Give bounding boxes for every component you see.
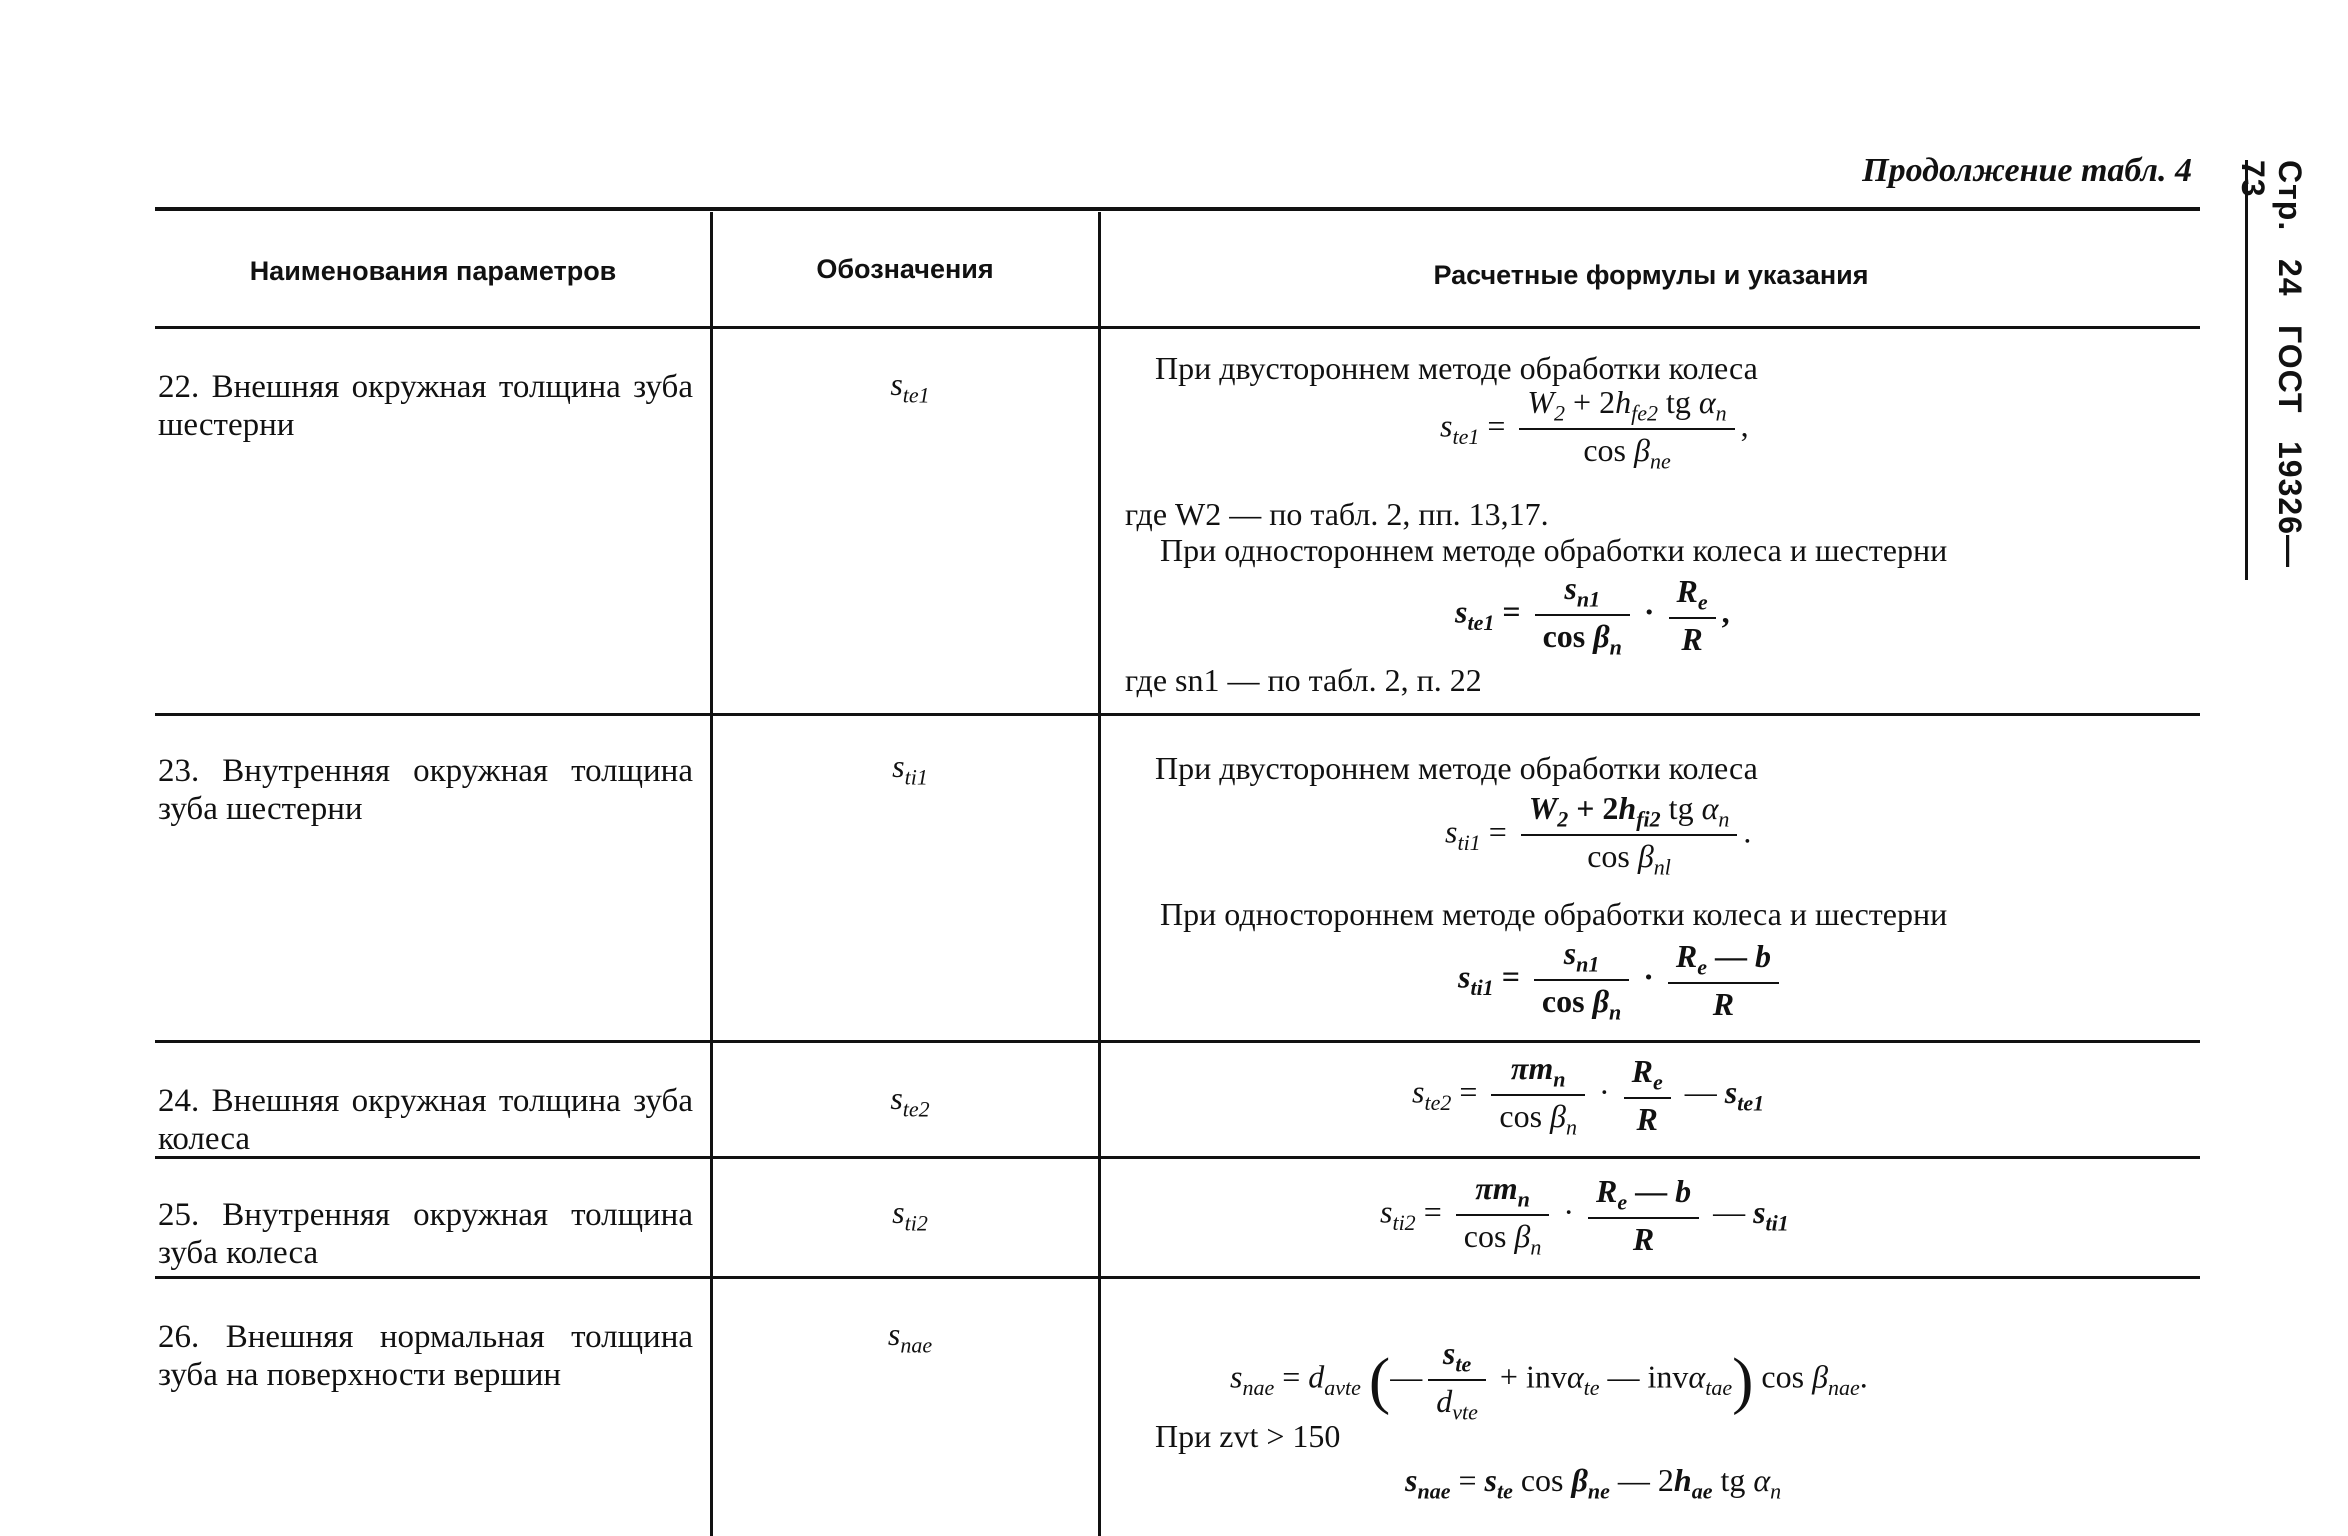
formula-25: $s_{ti2}$ = $\frac{\pi m_n}{\cos \beta_n}$ · $\frac{R_e — b}{R}$ — $s_{ti1}$	[1380, 1170, 1789, 1260]
formula-22-single: $s_{te1}$ = $\frac{s_{n1}}{\cos \beta_n}$ · $\frac{R_e}{R}$ ,	[1455, 570, 1730, 660]
symbol-22: $s_{te1}$	[890, 366, 930, 408]
formula-26-general: $s_{nae} = d_{avte}$ (— $\frac{s_{te}}{d_{vte}}$ + invα$_{te}$ — invα$_{tae}$) $\cos \beta_{nae}$.	[1230, 1335, 1868, 1425]
symbol-24: $s_{te2}$	[890, 1080, 930, 1122]
side-label-page-number: 24	[2272, 259, 2308, 297]
formula-26-large-z: $s_{nae} = s_{te}$ $\cos \beta_{ne}$ — $2h_{ae}$ tg $\alpha_n$	[1405, 1462, 1782, 1504]
param-name-24: 24. Внешняя окружная толщина зуба колеса	[158, 1083, 693, 1157]
table-continuation-label: Продолжение табл. 4	[1862, 152, 2192, 189]
page-side-label	[2235, 160, 2308, 590]
formula-22-double: $s_{te1}$ = $\frac{W_2 + 2h_{fe2} tg \alpha_n}{\cos \beta_{ne}}$ ,	[1440, 384, 1749, 474]
header-bottom-rule	[155, 326, 2200, 329]
formula-23-double: $s_{ti1}$ = $\frac{W_2 + 2h_{fi2} tg \alpha_n}{\cos \beta_{nl}}$ .	[1445, 790, 1752, 880]
row22-line-3: При одностороннем методе обработки колеса и шестерни	[1160, 532, 1948, 568]
param-name-26: 26. Внешняя нормальная толщина зуба на поверхности вершин	[158, 1319, 693, 1393]
row22-line-2: где W2 — по табл. 2, пп. 13,17.	[1125, 496, 1549, 532]
row26-line-1: При zvt > 150	[1155, 1418, 1341, 1454]
column-header-symbol: Обозначения	[816, 254, 994, 284]
side-rule	[2245, 160, 2248, 580]
row-22-bottom-rule	[155, 713, 2200, 716]
side-label-standard-number: 19326—73	[2235, 160, 2308, 568]
formula-24: $s_{te2}$ = $\frac{\pi m_n}{\cos \beta_n}$ · $\frac{R_e}{R}$ — $s_{te1}$	[1412, 1050, 1765, 1140]
symbol-25: $s_{ti2}$	[892, 1194, 928, 1236]
column-divider-1	[710, 212, 713, 1536]
column-header-formula: Расчетные формулы и указания	[1433, 260, 1869, 290]
row-23-bottom-rule	[155, 1040, 2200, 1043]
symbol-23: $s_{ti1}$	[892, 748, 928, 790]
table-top-rule	[155, 207, 2200, 211]
row23-line-2: При одностороннем методе обработки колеса и шестерни	[1160, 896, 1948, 932]
param-name-23: 23. Внутренняя окружная толщина зуба шестерни	[158, 753, 693, 827]
side-label-standard: ГОСТ	[2272, 324, 2308, 414]
row22-line-4: где sn1 — по табл. 2, п. 22	[1125, 662, 1482, 698]
row-25-bottom-rule	[155, 1276, 2200, 1279]
side-label-page-word: Стр.	[2272, 160, 2308, 232]
row22-line-1: При двустороннем методе обработки колеса	[1155, 350, 1758, 386]
row23-line-1: При двустороннем методе обработки колеса	[1155, 750, 1758, 786]
param-name-22: 22. Внешняя окружная толщина зуба шестерни	[158, 369, 693, 443]
column-header-name: Наименования параметров	[249, 256, 617, 286]
param-name-25: 25. Внутренняя окружная толщина зуба колеса	[158, 1197, 693, 1271]
symbol-26: $s_{nae}$	[887, 1316, 933, 1358]
formula-23-single: $s_{ti1}$ = $\frac{s_{n1}}{\cos \beta_n}$ · $\frac{R_e — b}{R}$	[1458, 935, 1785, 1026]
